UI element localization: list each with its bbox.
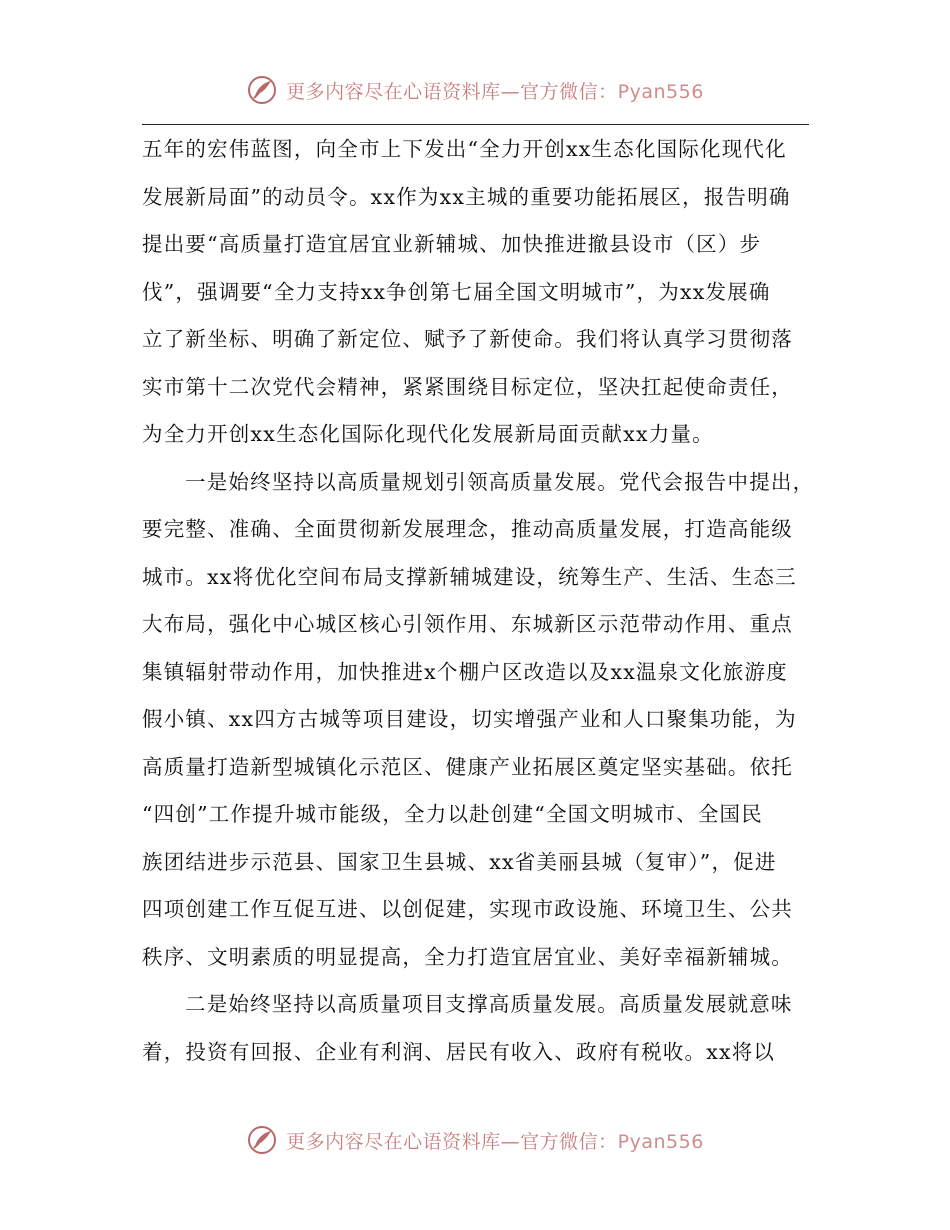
header-wechat-id: Pyan556	[617, 80, 704, 103]
text-line: 高质量打造新型城镇化示范区、健康产业拓展区奠定坚实基础。依托	[142, 754, 793, 779]
text-line: 集镇辐射带动作用，加快推进x个棚户区改造以及xx温泉文化旅游度	[142, 659, 788, 684]
text-line: 要完整、准确、全面贯彻新发展理念，推动高质量发展，打造高能级	[142, 517, 793, 541]
footer-wechat-id: Pyan556	[617, 1130, 704, 1153]
text-line: 四项创建工作互促互进、以创促建，实现市政设施、环境卫生、公共	[142, 897, 793, 921]
logo-icon	[246, 1124, 278, 1156]
footer-banner-label: 更多内容尽在心语资料库—官方微信：	[286, 1130, 618, 1153]
paragraph-2-first-line: 二是始终坚持以高质量项目支撑高质量发展。高质量发展就意味	[185, 992, 793, 1016]
text-line: 着，投资有回报、企业有利润、居民有收入、政府有税收。xx将以	[142, 1039, 776, 1064]
text-line: 秩序、文明素质的明显提高，全力打造宜居宜业、美好幸福新辅城。	[142, 944, 793, 969]
text-line: 发展新局面”的动员令。xx作为xx主城的重要功能拓展区，报告明确	[142, 184, 791, 209]
text-line: 为全力开创xx生态化国际化现代化发展新局面贡献xx力量。	[142, 422, 714, 446]
footer-banner-text	[286, 1127, 704, 1154]
text-line: 实市第十二次党代会精神，紧紧围绕目标定位，坚决扛起使命责任，	[142, 374, 793, 399]
logo-icon	[246, 74, 278, 106]
paragraph-1-first-line: 一是始终坚持以高质量规划引领高质量发展。党代会报告中提出，	[185, 469, 815, 494]
document-body	[142, 126, 815, 1076]
header-banner-label: 更多内容尽在心语资料库—官方微信：	[286, 80, 618, 103]
footer-banner	[0, 1120, 950, 1160]
text-line: “四创”工作提升城市能级，全力以赴创建“全国文明城市、全国民	[142, 802, 763, 826]
text-line: 提出要“高质量打造宜居宜业新辅城、加快推进撤县设市（区）步	[142, 232, 762, 256]
text-line: 族团结进步示范县、国家卫生县城、xx省美丽县城（复审）”，促进	[142, 849, 777, 874]
header-banner	[0, 70, 950, 110]
text-line: 城市。xx将优化空间布局支撑新辅城建设，统筹生产、生活、生态三	[142, 564, 797, 589]
text-line: 假小镇、xx四方古城等项目建设，切实增强产业和人口聚集功能，为	[142, 707, 797, 731]
header-divider	[142, 124, 809, 125]
text-line: 伐”，强调要“全力支持xx争创第七届全国文明城市”，为xx发展确	[142, 279, 771, 304]
text-line: 立了新坐标、明确了新定位、赋予了新使命。我们将认真学习贯彻落	[142, 327, 793, 351]
header-banner-text	[286, 77, 704, 104]
text-line: 五年的宏伟蓝图，向全市上下发出“全力开创xx生态化国际化现代化	[142, 137, 787, 161]
text-line: 大布局，强化中心城区核心引领作用、东城新区示范带动作用、重点	[142, 612, 793, 636]
